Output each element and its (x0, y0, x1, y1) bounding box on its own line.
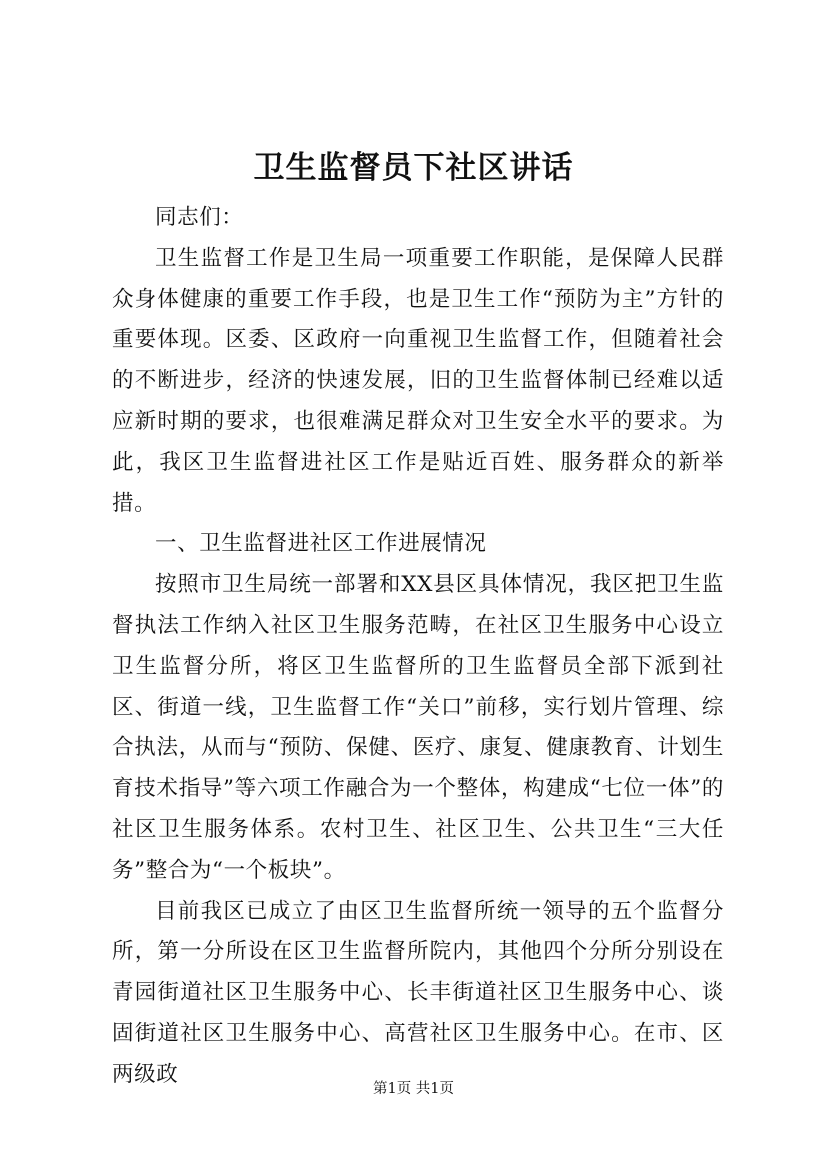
section-heading: 一、卫生监督进社区工作进展情况 (155, 531, 487, 557)
progress-paragraph: 按照市卫生局统一部署和XX县区具体情况，我区把卫生监督执法工作纳入社区卫生服务范畴，在社区卫生服务中心设立卫生监督分所，将区卫生监督所的卫生监督员全部下派到社区、街道一线，卫生监督工作“关口”前移，实行划片管理、综合执法，从而与“预防、保健、医疗、康复、健康教育、计划生育技术指导”等六项工作融合为一个整体，构建成“七位一体”的社区卫生服务体系。农村卫生、社区卫生、公共卫生“三大任务”整合为“一个板块”。 (112, 572, 724, 883)
salutation-paragraph: 同志们： (155, 205, 244, 230)
document-body (112, 198, 724, 1096)
page-footer: 第1页 共1页 (372, 1081, 455, 1097)
branches-paragraph: 目前我区已成立了由区卫生监督所统一领导的五个监督分所，第一分所设在区卫生监督所院内，其他四个分所分别设在青园街道社区卫生服务中心、长丰街道社区卫生服务中心、谈固街道社区卫生服务中心、高营社区卫生服务中心。在市、区两级政 (112, 898, 724, 1087)
document-title: 卫生监督员下社区讲话 (253, 150, 574, 186)
intro-paragraph: 卫生监督工作是卫生局一项重要工作职能，是保障人民群众身体健康的重要工作手段，也是卫生工作“预防为主”方针的重要体现。区委、区政府一向重视卫生监督工作，但随着社会的不断进步，经济的快速发展，旧的卫生监督体制已经难以适应新时期的要求，也很难满足群众对卫生安全水平的要求。为此，我区卫生监督进社区工作是贴近百姓、服务群众的新举措。 (112, 245, 724, 516)
